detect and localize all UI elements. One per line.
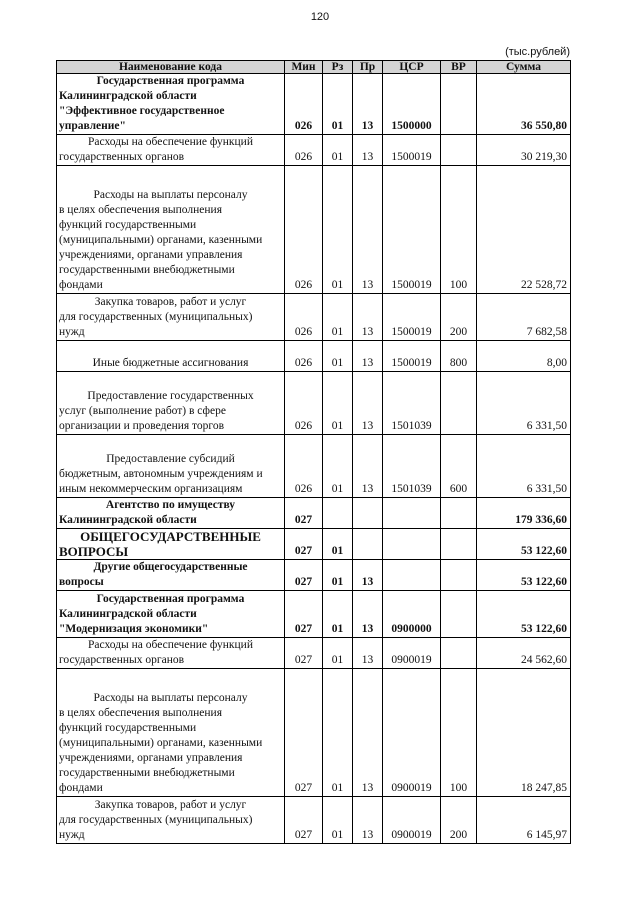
table-row (57, 797, 571, 844)
cell-vr: 200 (441, 797, 477, 844)
table-row (57, 498, 571, 529)
cell-vr: 100 (441, 166, 477, 294)
table-row (57, 166, 571, 294)
row-name-line: (муниципальными) органами, казенными (59, 234, 263, 246)
row-name-line: фондами (59, 279, 103, 291)
cell-pr: 13 (353, 74, 383, 135)
row-name-line: функций государственными (59, 722, 197, 734)
row-name-line: нужд (59, 829, 85, 841)
units-label: (тыс.рублей) (505, 46, 570, 58)
cell-csr: 0900019 (383, 669, 441, 797)
cell-rz: 01 (323, 638, 353, 669)
cell-csr: 1500000 (383, 74, 441, 135)
cell-pr: 13 (353, 135, 383, 166)
row-name-line: Государственная программа (96, 75, 245, 87)
cell-sum: 53 122,60 (477, 560, 571, 591)
cell-sum: 24 562,60 (477, 638, 571, 669)
row-name-line: иным некоммерческим организациям (59, 483, 243, 495)
cell-rz: 01 (323, 135, 353, 166)
row-name-line: управление" (59, 120, 126, 132)
cell-sum: 18 247,85 (477, 669, 571, 797)
cell-pr: 13 (353, 166, 383, 294)
row-name-line: Предоставление субсидий (106, 453, 235, 465)
cell-min: 027 (285, 638, 323, 669)
cell-csr (383, 498, 441, 529)
cell-sum: 6 145,97 (477, 797, 571, 844)
cell-csr: 1501039 (383, 372, 441, 435)
cell-vr (441, 638, 477, 669)
cell-csr: 1500019 (383, 294, 441, 341)
cell-pr: 13 (353, 435, 383, 498)
row-name-line: нужд (59, 326, 85, 338)
row-name-line: (муниципальными) органами, казенными (59, 737, 263, 749)
row-name (57, 372, 285, 435)
cell-vr: 100 (441, 669, 477, 797)
cell-min: 027 (285, 529, 323, 560)
cell-rz: 01 (323, 74, 353, 135)
row-name-line: учреждениями, органами управления (59, 752, 243, 764)
cell-min: 027 (285, 498, 323, 529)
cell-pr: 13 (353, 797, 383, 844)
cell-vr (441, 591, 477, 638)
row-name-line: в целях обеспечения выполнения (59, 204, 222, 216)
row-name-line: Калининградской области (59, 90, 197, 102)
cell-min: 026 (285, 294, 323, 341)
row-name (57, 797, 285, 844)
table-row (57, 74, 571, 135)
cell-min: 026 (285, 74, 323, 135)
cell-csr: 0900000 (383, 591, 441, 638)
row-name-line: Калининградской области (59, 514, 197, 526)
row-name-line: в целях обеспечения выполнения (59, 707, 222, 719)
row-name (57, 135, 285, 166)
cell-csr (383, 529, 441, 560)
row-name-line: Закупка товаров, работ и услуг (94, 296, 247, 308)
row-name-line: государственных органов (59, 654, 185, 666)
cell-rz: 01 (323, 166, 353, 294)
row-name (57, 294, 285, 341)
header-pr: Пр (353, 61, 383, 74)
row-name-line: вопросы (59, 576, 104, 588)
row-name-line: фондами (59, 782, 103, 794)
cell-pr: 13 (353, 669, 383, 797)
table-row (57, 669, 571, 797)
row-name (57, 498, 285, 529)
cell-vr (441, 560, 477, 591)
cell-pr (353, 498, 383, 529)
table-row (57, 638, 571, 669)
table-row (57, 435, 571, 498)
row-name-line: государственными внебюджетными (59, 264, 235, 276)
row-name-line: Расходы на выплаты персоналу (93, 692, 248, 704)
row-name-line: "Модернизация экономики" (59, 623, 209, 635)
row-name-line: для государственных (муниципальных) (59, 814, 253, 826)
table-row (57, 529, 571, 560)
header-min: Мин (285, 61, 323, 74)
cell-sum: 36 550,80 (477, 74, 571, 135)
cell-min: 027 (285, 591, 323, 638)
row-name-line: Закупка товаров, работ и услуг (94, 799, 247, 811)
row-name (57, 435, 285, 498)
cell-vr (441, 135, 477, 166)
cell-sum: 53 122,60 (477, 529, 571, 560)
cell-vr: 800 (441, 341, 477, 372)
cell-csr: 0900019 (383, 797, 441, 844)
header-vr: ВР (441, 61, 477, 74)
cell-rz: 01 (323, 591, 353, 638)
cell-min: 026 (285, 372, 323, 435)
cell-sum: 7 682,58 (477, 294, 571, 341)
page-number: 120 (310, 11, 330, 23)
row-name-line: Расходы на выплаты персоналу (93, 189, 248, 201)
cell-min: 026 (285, 341, 323, 372)
row-name-line: государственными внебюджетными (59, 767, 235, 779)
cell-rz: 01 (323, 669, 353, 797)
cell-vr (441, 74, 477, 135)
row-name-line: организации и проведения торгов (59, 420, 225, 432)
cell-pr: 13 (353, 591, 383, 638)
row-name-line: Калининградской области (59, 608, 197, 620)
row-name-line: Иные бюджетные ассигнования (92, 357, 249, 369)
budget-table (56, 60, 571, 844)
cell-vr (441, 529, 477, 560)
row-name-line: Другие общегосударственные (93, 561, 248, 573)
table-body (57, 74, 571, 844)
cell-min: 027 (285, 797, 323, 844)
row-name-line: Агентство по имуществу (105, 499, 236, 511)
table-row (57, 294, 571, 341)
cell-rz: 01 (323, 560, 353, 591)
cell-rz: 01 (323, 341, 353, 372)
table-row (57, 560, 571, 591)
cell-rz: 01 (323, 435, 353, 498)
row-name (57, 591, 285, 638)
cell-min: 026 (285, 435, 323, 498)
row-name-line: Государственная программа (96, 593, 245, 605)
cell-csr: 1500019 (383, 135, 441, 166)
cell-pr: 13 (353, 341, 383, 372)
cell-vr (441, 498, 477, 529)
row-name-line: ВОПРОСЫ (59, 544, 129, 559)
header-csr: ЦСР (383, 61, 441, 74)
row-name-line: Расходы на обеспечение функций (88, 639, 253, 651)
header-rz: Рз (323, 61, 353, 74)
cell-pr (353, 529, 383, 560)
row-name (57, 529, 285, 560)
cell-rz: 01 (323, 294, 353, 341)
table-row (57, 591, 571, 638)
cell-sum: 179 336,60 (477, 498, 571, 529)
table-row (57, 372, 571, 435)
cell-pr: 13 (353, 638, 383, 669)
cell-vr: 200 (441, 294, 477, 341)
cell-pr: 13 (353, 294, 383, 341)
cell-csr: 1500019 (383, 341, 441, 372)
cell-csr (383, 560, 441, 591)
cell-csr: 1500019 (383, 166, 441, 294)
row-name-line: "Эффективное государственное (59, 105, 225, 117)
cell-rz: 01 (323, 797, 353, 844)
cell-sum: 53 122,60 (477, 591, 571, 638)
cell-min: 026 (285, 135, 323, 166)
row-name (57, 669, 285, 797)
cell-min: 027 (285, 560, 323, 591)
cell-rz (323, 498, 353, 529)
cell-pr: 13 (353, 372, 383, 435)
row-name (57, 74, 285, 135)
cell-sum: 6 331,50 (477, 435, 571, 498)
row-name-line: Расходы на обеспечение функций (88, 136, 253, 148)
row-name (57, 560, 285, 591)
row-name-line: государственных органов (59, 151, 185, 163)
cell-csr: 1501039 (383, 435, 441, 498)
cell-sum: 22 528,72 (477, 166, 571, 294)
row-name-line: учреждениями, органами управления (59, 249, 243, 261)
cell-rz: 01 (323, 372, 353, 435)
row-name-line: функций государственными (59, 219, 197, 231)
table-row (57, 135, 571, 166)
cell-vr: 600 (441, 435, 477, 498)
cell-csr: 0900019 (383, 638, 441, 669)
cell-rz: 01 (323, 529, 353, 560)
row-name (57, 341, 285, 372)
cell-sum: 8,00 (477, 341, 571, 372)
header-name: Наименование кода (57, 61, 285, 74)
cell-min: 026 (285, 166, 323, 294)
cell-min: 027 (285, 669, 323, 797)
row-name-line: ОБЩЕГОСУДАРСТВЕННЫЕ (80, 529, 261, 544)
header-row (57, 61, 571, 74)
cell-sum: 6 331,50 (477, 372, 571, 435)
header-sum: Сумма (477, 61, 571, 74)
cell-sum: 30 219,30 (477, 135, 571, 166)
row-name-line: бюджетным, автономным учреждениям и (59, 468, 263, 480)
row-name-line: для государственных (муниципальных) (59, 311, 253, 323)
cell-pr: 13 (353, 560, 383, 591)
row-name-line: услуг (выполнение работ) в сфере (59, 405, 226, 417)
cell-vr (441, 372, 477, 435)
row-name (57, 638, 285, 669)
row-name (57, 166, 285, 294)
row-name-line: Предоставление государственных (87, 390, 254, 402)
table-row (57, 341, 571, 372)
